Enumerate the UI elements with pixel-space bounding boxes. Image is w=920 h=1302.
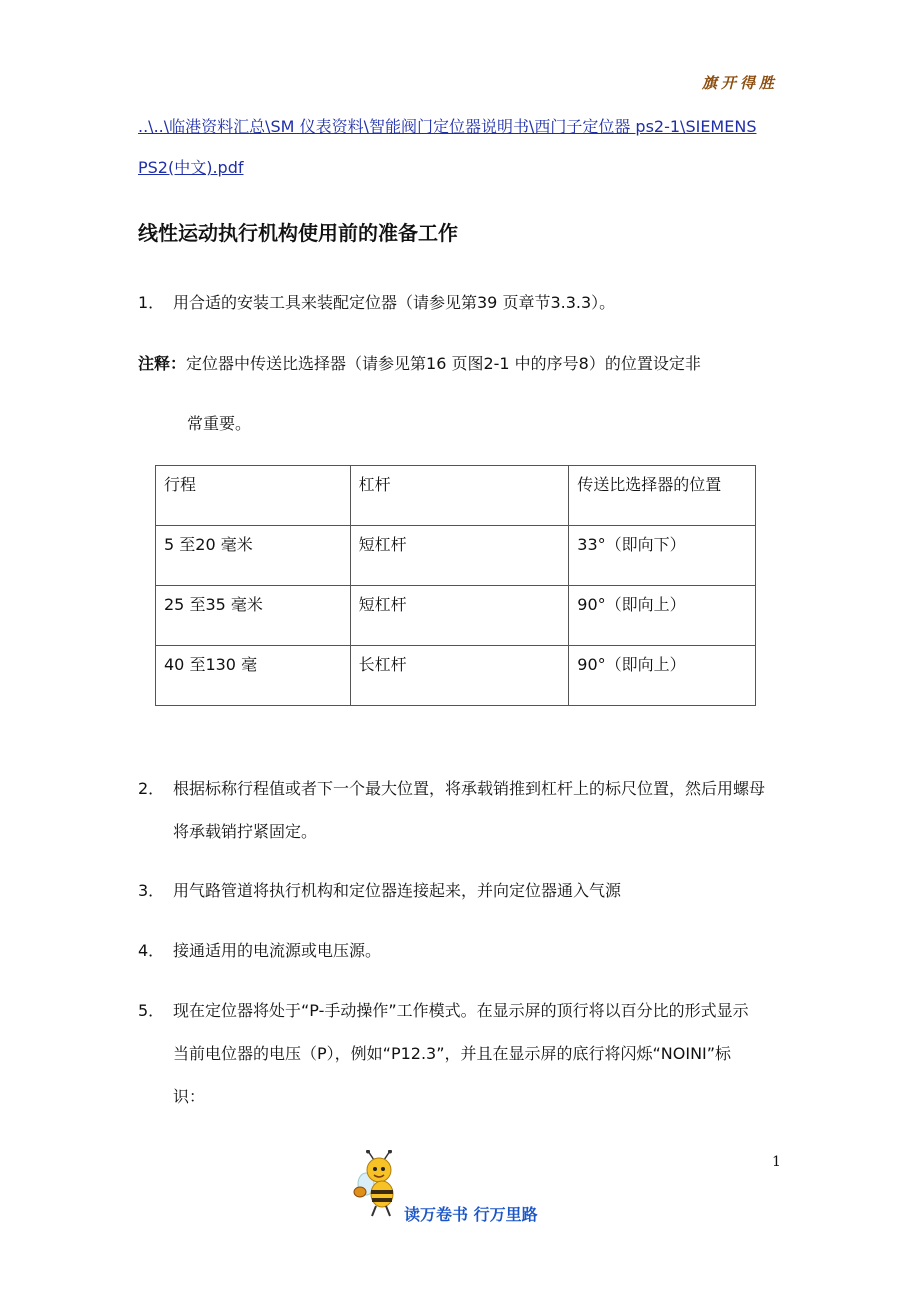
table-header-cell: 行程 xyxy=(156,466,351,526)
table-row xyxy=(156,526,756,586)
note-line-1 xyxy=(138,351,701,374)
page-number: 1 xyxy=(772,1154,781,1170)
step-4-number: 4． xyxy=(138,941,165,960)
table-header-row xyxy=(156,466,756,526)
table-cell: 90°（即向上） xyxy=(569,646,756,706)
section-heading: 线性运动执行机构使用前的准备工作 xyxy=(138,221,458,245)
table-cell: 33°（即向下） xyxy=(569,526,756,586)
table-row xyxy=(156,586,756,646)
table-row xyxy=(156,646,756,706)
file-path-link-continued[interactable]: PS2(中文).pdf xyxy=(138,158,244,177)
table-header-cell: 传送比选择器的位置 xyxy=(569,466,756,526)
step-5-number: 5． xyxy=(138,1001,165,1020)
lever-selection-table xyxy=(155,465,756,706)
step-3-number: 3． xyxy=(138,881,165,900)
table-cell: 短杠杆 xyxy=(350,586,569,646)
table-header-cell: 杠杆 xyxy=(350,466,569,526)
step-1-text: 用合适的安装工具来装配定位器（请参见第39 页章节3.3.3）。 xyxy=(173,293,616,312)
table-cell: 长杠杆 xyxy=(350,646,569,706)
bee-mascot-icon xyxy=(352,1150,408,1220)
step-2-text-line-2: 将承载销拧紧固定。 xyxy=(173,822,318,841)
step-3-text: 用气路管道将执行机构和定位器连接起来，并向定位器通入气源 xyxy=(173,881,622,900)
note-label: 注释： xyxy=(138,354,187,373)
step-1-number: 1． xyxy=(138,293,165,312)
step-5-text-line-2: 当前电位器的电压（P），例如“P12.3”，并且在显示屏的底行将闪烁“NOINI”标 xyxy=(173,1044,732,1063)
header-motto: 旗开得胜 xyxy=(701,74,778,92)
step-2-text-line-1: 根据标称行程值或者下一个最大位置，将承载销推到杠杆上的标尺位置，然后用螺母 xyxy=(173,779,766,798)
file-path-link[interactable]: ..\..\临港资料汇总\SM 仪表资料\智能阀门定位器说明书\西门子定位器 ps2-1\SIEMENS xyxy=(138,117,757,136)
note-line-2: 常重要。 xyxy=(187,414,252,433)
note-text: 定位器中传送比选择器（请参见第16 页图2-1 中的序号8）的位置设定非 xyxy=(186,354,701,373)
table-cell: 5 至20 毫米 xyxy=(156,526,351,586)
step-5-text-line-3: 识： xyxy=(173,1087,206,1106)
table-cell: 短杠杆 xyxy=(350,526,569,586)
table-cell: 40 至130 毫 xyxy=(156,646,351,706)
footer-slogan: 读万卷书 行万里路 xyxy=(404,1205,538,1224)
table-cell: 25 至35 毫米 xyxy=(156,586,351,646)
step-4-text: 接通适用的电流源或电压源。 xyxy=(173,941,382,960)
step-5-text-line-1: 现在定位器将处于“P-手动操作”工作模式。在显示屏的顶行将以百分比的形式显示 xyxy=(173,1001,749,1020)
step-2-number: 2． xyxy=(138,779,165,798)
table-cell: 90°（即向上） xyxy=(569,586,756,646)
